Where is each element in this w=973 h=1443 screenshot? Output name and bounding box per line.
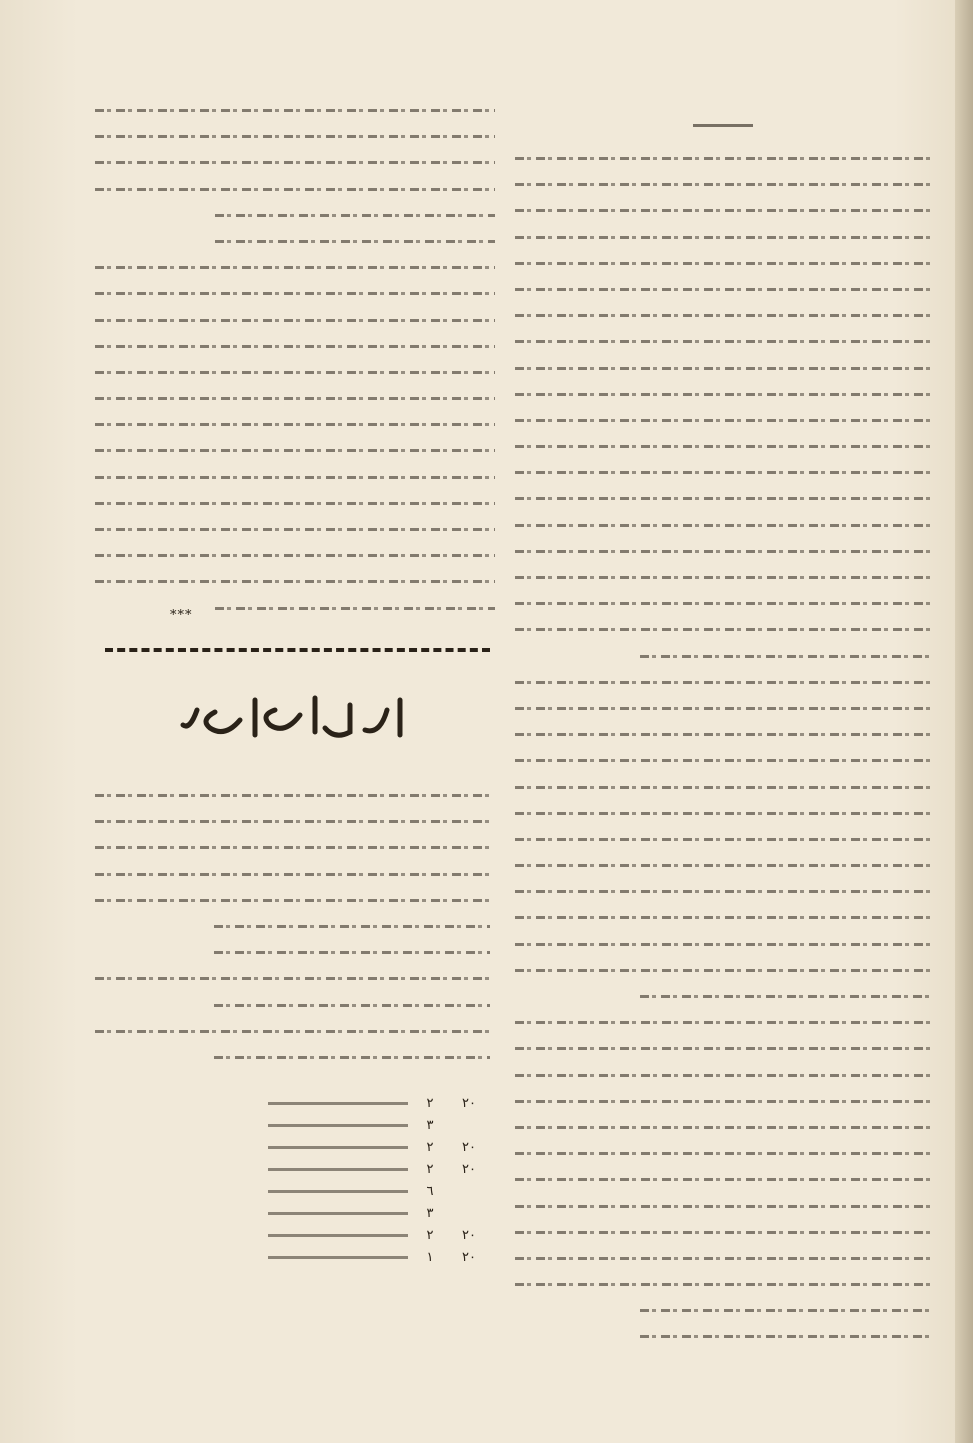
section-heading (515, 113, 930, 137)
right-column-text (515, 143, 930, 1348)
row-author (95, 1158, 111, 1180)
catalogue-table (95, 1092, 490, 1268)
text-line (515, 1217, 930, 1243)
text-line (515, 379, 930, 405)
text-line (515, 1033, 930, 1059)
text-line (515, 1191, 930, 1217)
text-line (515, 667, 930, 693)
text-line (515, 1269, 930, 1295)
text-line (515, 248, 930, 274)
text-line (515, 326, 930, 352)
row-volume: ٢ (426, 1161, 434, 1177)
text-line (515, 1243, 930, 1269)
row-number (448, 1202, 490, 1224)
text-line (515, 143, 930, 169)
text-line (95, 305, 495, 331)
row-volume: ٢ (426, 1095, 434, 1111)
text-line (95, 409, 495, 435)
text-line (515, 955, 930, 981)
text-line (95, 780, 490, 806)
text-line (214, 1042, 491, 1068)
section-divider (105, 648, 490, 652)
text-line (515, 222, 930, 248)
text-line (515, 510, 930, 536)
library-byline (255, 752, 335, 768)
text-line (515, 902, 930, 928)
catalogue-row (95, 1136, 490, 1158)
text-line (95, 121, 495, 147)
text-line (515, 824, 930, 850)
text-line (515, 562, 930, 588)
library-footer (185, 1283, 405, 1307)
text-line (95, 885, 490, 911)
text-line (95, 859, 490, 885)
text-line (95, 435, 495, 461)
text-line (515, 431, 930, 457)
text-line (515, 693, 930, 719)
text-line (214, 911, 491, 937)
right-column (515, 95, 930, 1348)
row-volume: ٣ (426, 1205, 434, 1221)
text-line (95, 566, 495, 592)
text-line (95, 252, 495, 278)
text-line (95, 147, 495, 173)
row-number (448, 1180, 490, 1202)
text-line (515, 353, 930, 379)
row-volume: ٢ (426, 1227, 434, 1243)
text-line (215, 200, 495, 226)
row-volume: ٣ (426, 1117, 434, 1133)
row-title (111, 1224, 412, 1246)
text-line (95, 832, 490, 858)
text-line (95, 278, 495, 304)
row-title (111, 1180, 412, 1202)
text-line (95, 462, 495, 488)
text-line (215, 593, 495, 619)
row-author (95, 1246, 111, 1268)
text-line (640, 1295, 931, 1321)
text-line (640, 641, 931, 667)
text-line (515, 614, 930, 640)
row-number: ٢٠ (462, 1095, 476, 1111)
row-number: ٢٠ (462, 1161, 476, 1177)
text-line (515, 876, 930, 902)
text-line (515, 719, 930, 745)
text-line (640, 1321, 931, 1347)
row-number: ٢٠ (462, 1227, 476, 1243)
row-volume: ٦ (426, 1183, 434, 1199)
text-line (95, 357, 495, 383)
text-line (515, 745, 930, 771)
catalogue-row (95, 1114, 490, 1136)
row-number: ٢٠ (462, 1249, 476, 1265)
text-line (515, 1164, 930, 1190)
text-line (95, 383, 495, 409)
text-line (515, 195, 930, 221)
row-number: ٢٠ (462, 1139, 476, 1155)
text-line (515, 929, 930, 955)
catalogue-row (95, 1224, 490, 1246)
row-author (95, 1180, 111, 1202)
row-title (111, 1136, 412, 1158)
library-intro (95, 780, 490, 1068)
text-line (515, 1112, 930, 1138)
text-line (95, 174, 495, 200)
text-line (515, 1007, 930, 1033)
text-line (515, 1060, 930, 1086)
text-line (95, 514, 495, 540)
row-title (111, 1246, 412, 1268)
text-line (515, 274, 930, 300)
row-volume: ٢ (426, 1139, 434, 1155)
text-line (515, 300, 930, 326)
text-line (515, 850, 930, 876)
text-line (95, 95, 495, 121)
left-column (95, 95, 495, 619)
text-line (515, 405, 930, 431)
text-line (515, 772, 930, 798)
catalogue-row (95, 1246, 490, 1268)
row-volume: ١ (426, 1249, 434, 1265)
catalogue-row (95, 1158, 490, 1180)
text-line (95, 488, 495, 514)
text-line (515, 457, 930, 483)
library-title (175, 680, 415, 750)
text-line (640, 981, 931, 1007)
text-line (95, 806, 490, 832)
text-line (95, 1016, 490, 1042)
text-line (515, 798, 930, 824)
row-title (111, 1114, 412, 1136)
left-column-text (95, 95, 495, 619)
end-mark: *** (170, 608, 193, 623)
text-line (95, 331, 495, 357)
row-author (95, 1202, 111, 1224)
row-title (111, 1158, 412, 1180)
row-author (95, 1114, 111, 1136)
text-line (214, 937, 491, 963)
text-line (515, 536, 930, 562)
row-title (111, 1202, 412, 1224)
text-line (214, 990, 491, 1016)
text-line (95, 963, 490, 989)
text-line (515, 1086, 930, 1112)
text-line (515, 483, 930, 509)
text-line (215, 226, 495, 252)
catalogue-row (95, 1180, 490, 1202)
library-title-calligraphy (175, 680, 415, 750)
catalogue-row (95, 1092, 490, 1114)
text-line (515, 588, 930, 614)
text-line (515, 169, 930, 195)
row-number (448, 1114, 490, 1136)
row-title (111, 1092, 412, 1114)
row-author (95, 1136, 111, 1158)
row-author (95, 1224, 111, 1246)
row-author (95, 1092, 111, 1114)
page-spine (955, 0, 973, 1443)
catalogue-row (95, 1202, 490, 1224)
text-line (95, 540, 495, 566)
text-line (515, 1138, 930, 1164)
